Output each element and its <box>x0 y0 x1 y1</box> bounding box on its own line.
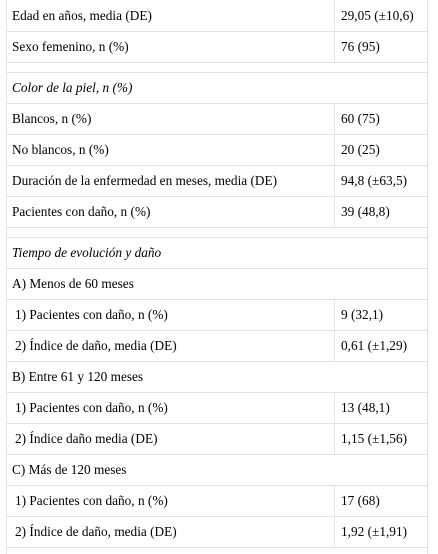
row-label: 2) Índice de daño, media (DE) <box>6 517 335 547</box>
group-title: A) Menos de 60 meses <box>12 276 134 292</box>
group-title: C) Más de 120 meses <box>12 462 127 478</box>
section-title: Tiempo de evolución y daño <box>12 245 162 261</box>
row-value: 76 (95) <box>341 39 380 55</box>
row-label: 2) Índice de daño, media (DE) <box>6 331 335 361</box>
table-row-b2 <box>6 424 428 455</box>
section-header-evolution <box>6 238 428 269</box>
row-value: 29,05 (±10,6) <box>341 7 414 23</box>
row-value: 9 (32,1) <box>341 307 384 323</box>
row-label: Blancos, n (%) <box>6 104 335 134</box>
row-value: 1,92 (±1,91) <box>341 524 408 540</box>
row-value: 60 (75) <box>341 111 380 127</box>
table-row-damage <box>6 197 428 228</box>
row-value: 17 (68) <box>341 493 380 509</box>
table-row-c1 <box>6 486 428 517</box>
section-header-skin-color <box>6 73 428 104</box>
table-spacer <box>6 228 428 238</box>
row-label: 1) Pacientes con daño, n (%) <box>6 300 335 330</box>
table-spacer <box>6 63 428 73</box>
row-label: 1) Pacientes con daño, n (%) <box>6 393 335 423</box>
row-label: Duración de la enfermedad en meses, media (DE) <box>6 166 335 196</box>
row-label: Edad en años, media (DE) <box>6 0 335 31</box>
table-row-white <box>6 104 428 135</box>
row-label: 1) Pacientes con daño, n (%) <box>6 486 335 516</box>
table-row-c2 <box>6 517 428 548</box>
group-header-c <box>6 455 428 486</box>
row-label: No blancos, n (%) <box>6 135 335 165</box>
row-label: Sexo femenino, n (%) <box>6 32 335 62</box>
row-value: 20 (25) <box>341 142 380 158</box>
row-value: 39 (48,8) <box>341 204 390 220</box>
table-row-age <box>6 0 428 32</box>
row-value: 0,61 (±1,29) <box>341 338 408 354</box>
table-row-a2 <box>6 331 428 362</box>
group-title: B) Entre 61 y 120 meses <box>12 369 144 385</box>
data-table <box>6 0 428 548</box>
table-row-female <box>6 32 428 63</box>
table-row-b1 <box>6 393 428 424</box>
row-value: 94,8 (±63,5) <box>341 173 408 189</box>
table-row-nonwhite <box>6 135 428 166</box>
group-header-b <box>6 362 428 393</box>
table-row-a1 <box>6 300 428 331</box>
row-label: Pacientes con daño, n (%) <box>6 197 335 227</box>
row-label: 2) Índice daño media (DE) <box>6 424 335 454</box>
group-header-a <box>6 269 428 300</box>
section-title: Color de la piel, n (%) <box>12 80 133 96</box>
row-value: 1,15 (±1,56) <box>341 431 408 447</box>
row-value: 13 (48,1) <box>341 400 390 416</box>
table-row-duration <box>6 166 428 197</box>
